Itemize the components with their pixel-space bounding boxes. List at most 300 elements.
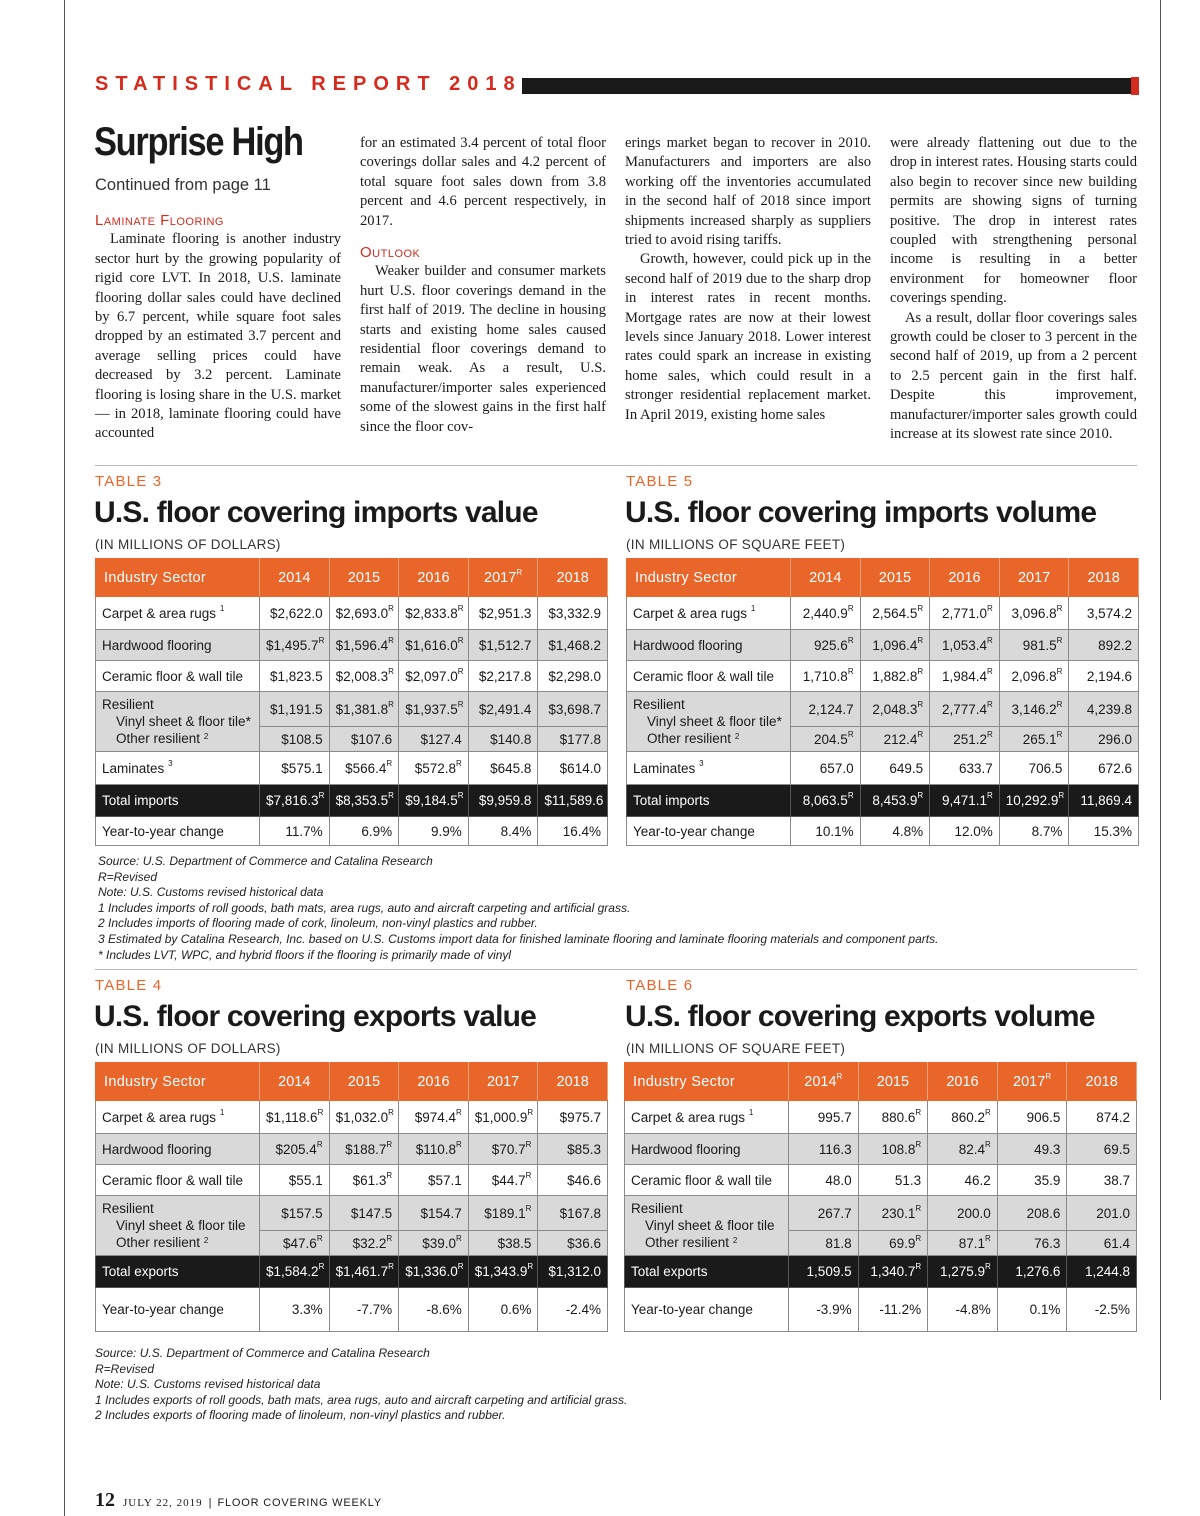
- column-header-year: [468, 559, 538, 597]
- column-header-sector: Industry Sector: [96, 1063, 260, 1101]
- table-row-hardwood: [96, 630, 608, 661]
- table-row-carpet: [627, 597, 1139, 630]
- value-cell: [468, 752, 538, 785]
- year-label: 2016: [946, 1073, 979, 1090]
- value: 2,194.6: [1086, 668, 1132, 684]
- row-label-text: Carpet & area rugs: [102, 1109, 217, 1125]
- right-margin-rule: [1160, 0, 1161, 1400]
- superscript: R: [915, 1203, 922, 1213]
- value-cell: [1069, 597, 1139, 630]
- note-customs: Note: U.S. Customs revised historical data: [98, 885, 324, 900]
- value: $85.3: [567, 1141, 601, 1157]
- value-cell: [538, 1231, 608, 1256]
- superscript: R: [917, 666, 924, 676]
- value: 108.8: [881, 1141, 916, 1157]
- value: 35.9: [1034, 1172, 1061, 1188]
- superscript: R: [386, 1139, 393, 1149]
- superscript: R: [388, 791, 394, 800]
- value: $974.4: [414, 1109, 456, 1125]
- superscript: R: [316, 1139, 323, 1149]
- value: 649.5: [889, 760, 924, 776]
- year-label: 2017: [484, 569, 517, 586]
- value: 251.2: [953, 731, 987, 747]
- value-cell: [858, 1101, 928, 1134]
- row-label-text: Year-to-year change: [102, 1302, 224, 1317]
- value-cell: [329, 1165, 399, 1196]
- superscript: R: [457, 635, 464, 645]
- table-row-hardwood: [627, 630, 1139, 661]
- superscript: R: [525, 1139, 532, 1149]
- value-cell: [930, 597, 1000, 630]
- value: 76.3: [1034, 1235, 1061, 1251]
- value: $167.8: [559, 1205, 601, 1221]
- row-label: [627, 752, 791, 785]
- superscript: R: [915, 1107, 922, 1117]
- value-cell: [999, 727, 1069, 752]
- row-label-resilient: [96, 692, 260, 752]
- value-cell: [789, 1101, 859, 1134]
- row-label: [627, 817, 791, 846]
- superscript: R: [917, 729, 924, 739]
- page-footer: [95, 1489, 382, 1512]
- superscript: R: [388, 603, 394, 613]
- value-cell: [1067, 1256, 1137, 1288]
- value-cell: [858, 1165, 928, 1196]
- value: $47.6: [283, 1235, 317, 1251]
- value-cell: [999, 817, 1069, 846]
- value: 82.4: [958, 1141, 985, 1157]
- table-row-carpet: [625, 1101, 1137, 1134]
- row-label: [625, 1256, 789, 1288]
- value: $147.5: [350, 1205, 393, 1221]
- table6-title: U.S. floor covering exports volume: [625, 1000, 1095, 1033]
- value: $55.1: [288, 1172, 323, 1188]
- value-cell: [468, 727, 538, 752]
- subheading-outlook: Outlook: [360, 244, 421, 262]
- table3-title: U.S. floor covering imports value: [94, 496, 538, 529]
- year-label: 2016: [417, 1073, 450, 1090]
- note-3: 3 Estimated by Catalina Research, Inc. based on U.S. Customs import data for finished laminate flooring and laminate flooring materials and component parts.: [98, 931, 939, 946]
- header-bar: [522, 78, 1137, 94]
- column-header-year: [928, 1063, 998, 1101]
- value: 1,984.4: [941, 668, 987, 684]
- value-cell: [999, 692, 1069, 727]
- value-cell: [329, 661, 399, 692]
- row-label: [96, 1165, 260, 1196]
- article-column-1: [95, 211, 341, 444]
- header-accent: [1131, 77, 1139, 95]
- other-resilient-label: Other resilient: [116, 1235, 201, 1250]
- value: $107.6: [350, 731, 393, 747]
- value-cell: [1069, 817, 1139, 846]
- value: $1,468.2: [548, 637, 601, 653]
- row-label-text: Carpet & area rugs: [631, 1109, 746, 1125]
- value-cell: [538, 1165, 608, 1196]
- value: 981.5: [1022, 637, 1057, 653]
- value: 87.1: [958, 1235, 985, 1251]
- value-cell: [260, 1134, 330, 1165]
- paragraph: Growth, however, could pick up in the second half of 2019 due to the sharp drop in interest rates in recent months. Mortgage rates are now at their lowest levels since January 2018. Lower interest rates could spark an increase in existing home sales, which could result in a stronger residential replacement market. In April 2019, existing home sales: [625, 251, 871, 423]
- superscript: R: [456, 1139, 462, 1149]
- left-margin-rule: [64, 0, 65, 1516]
- value: $1,343.9: [474, 1264, 528, 1279]
- footer-separator: |: [208, 1497, 212, 1509]
- value: 11,869.4: [1080, 793, 1132, 808]
- superscript: R: [386, 1233, 393, 1243]
- superscript: 1: [219, 1107, 225, 1117]
- note-revised: R=Revised: [98, 869, 158, 884]
- value-cell: [928, 1288, 998, 1332]
- value-cell: [789, 1134, 859, 1165]
- row-label-resilient: [627, 692, 791, 752]
- superscript: 3: [699, 758, 704, 768]
- row-label: [96, 1288, 260, 1332]
- table-header-row: [627, 559, 1139, 597]
- superscript: R: [917, 699, 924, 709]
- value: 81.8: [825, 1235, 852, 1251]
- value-cell: [538, 661, 608, 692]
- value: $3,698.7: [548, 701, 601, 717]
- column-header-year: [260, 559, 330, 597]
- row-label-text: Carpet & area rugs: [633, 605, 748, 621]
- superscript: R: [388, 1107, 394, 1117]
- note-star: * Includes LVT, WPC, and hybrid floors if the flooring is primarily made of vinyl: [98, 947, 512, 962]
- paragraph: As a result, dollar floor coverings sales growth could be closer to 3 percent in the second half of 2019, up from a 2 percent to 2.5 percent gain in the first half. Despite this improvement, manufacturer/importer sales growth could increase at its slowest rate since 2010.: [890, 309, 1137, 443]
- value-cell: [860, 785, 930, 817]
- value-cell: [928, 1165, 998, 1196]
- value-cell: [329, 727, 399, 752]
- paragraph: Weaker builder and consumer markets hurt U.S. floor coverings demand in the first half of 2019. The decline in housing starts and existing home sales caused residential floor coverings demand to remain weak. As a result, U.S. manufacturer/importer sales experienced some of the slowest gains in the first half since the floor cov-: [360, 263, 606, 435]
- value-cell: [928, 1196, 998, 1231]
- value-cell: [999, 752, 1069, 785]
- year-label: 2017: [1013, 1073, 1046, 1090]
- value-cell: [1067, 1134, 1137, 1165]
- issue-date: JULY 22, 2019: [123, 1497, 203, 1509]
- value: 204.5: [814, 731, 848, 747]
- value-cell: [789, 1256, 859, 1288]
- value: $975.7: [559, 1109, 601, 1125]
- value: 201.0: [1096, 1205, 1130, 1221]
- value-cell: [1067, 1196, 1137, 1231]
- value: $1,032.0: [335, 1109, 389, 1125]
- value: $70.7: [491, 1141, 526, 1157]
- table4-label: TABLE 4: [95, 977, 163, 994]
- value: 706.5: [1028, 760, 1063, 776]
- value-cell: [329, 785, 399, 817]
- value-cell: [538, 1196, 608, 1231]
- divider: [95, 969, 1137, 970]
- value: $1,823.5: [270, 668, 323, 684]
- column-header-year: [399, 1063, 469, 1101]
- value: 657.0: [819, 760, 854, 776]
- paragraph: for an estimated 3.4 percent of total floor coverings dollar sales and 4.2 percent of total square foot sales down from 3.8 percent and 4.6 percent respectively, in 2017.: [360, 135, 606, 229]
- superscript: R: [525, 1203, 532, 1213]
- paragraph: erings market began to recover in 2010. Manufacturers and importers are also working off the inventories accumulated in the second half of 2018 since import shipments increased sharply as suppliers tried to avoid rising tariffs.: [625, 135, 871, 249]
- table-row-total: [627, 785, 1139, 817]
- value-cell: [999, 785, 1069, 817]
- table-row-yoy: [96, 817, 608, 846]
- value: $140.8: [490, 731, 532, 747]
- superscript: R: [457, 603, 464, 613]
- value: 16.4%: [562, 823, 601, 839]
- value-cell: [791, 661, 861, 692]
- value: 2,440.9: [802, 605, 848, 621]
- year-label: 2018: [556, 1073, 589, 1090]
- value-cell: [260, 1288, 330, 1332]
- column-header-year: [930, 559, 1000, 597]
- value-cell: [260, 752, 330, 785]
- value: $57.1: [427, 1172, 462, 1188]
- year-label: 2014: [278, 569, 311, 586]
- value-cell: [930, 727, 1000, 752]
- value: $157.5: [281, 1205, 323, 1221]
- row-label-text: Ceramic floor & wall tile: [633, 668, 775, 684]
- value-cell: [928, 1134, 998, 1165]
- value-cell: [399, 1165, 469, 1196]
- column-header-year: [999, 559, 1069, 597]
- year-label: 2017: [1017, 569, 1051, 586]
- value-cell: [329, 1134, 399, 1165]
- table6-exports-volume: [624, 1062, 1137, 1332]
- value-cell: [860, 817, 930, 846]
- value: $189.1: [484, 1205, 526, 1221]
- value: $1,191.5: [270, 701, 323, 717]
- value: $2,298.0: [548, 668, 601, 684]
- superscript: R: [987, 791, 993, 800]
- superscript: R: [847, 635, 854, 645]
- note-1: 1 Includes exports of roll goods, bath mats, area rugs, auto and aircraft carpeting and artificial grass.: [95, 1392, 628, 1407]
- table-row-ceramic: [96, 1165, 608, 1196]
- value: 267.7: [817, 1205, 852, 1221]
- other-resilient-wrap: [102, 1234, 253, 1251]
- value: $8,353.5: [335, 793, 389, 808]
- table3-imports-value: [95, 558, 608, 846]
- table4-title: U.S. floor covering exports value: [94, 1000, 537, 1033]
- column-header-year: [329, 559, 399, 597]
- table6-label: TABLE 6: [626, 977, 694, 994]
- value-cell: [329, 630, 399, 661]
- value-cell: [791, 692, 861, 727]
- superscript: R: [318, 1262, 325, 1271]
- value: $1,312.0: [548, 1264, 601, 1279]
- superscript: R: [456, 1107, 462, 1117]
- value-cell: [399, 752, 469, 785]
- value: 1,053.4: [941, 637, 987, 653]
- value-cell: [538, 1288, 608, 1332]
- value: 860.2: [951, 1109, 985, 1125]
- value: -7.7%: [356, 1302, 393, 1317]
- divider: [95, 465, 1137, 466]
- value-cell: [997, 1231, 1067, 1256]
- value-cell: [538, 1134, 608, 1165]
- table-row-total: [96, 1256, 608, 1288]
- superscript: R: [1056, 729, 1063, 739]
- superscript: R: [987, 666, 993, 676]
- superscript: R: [386, 1170, 393, 1180]
- column-header-year: [860, 559, 930, 597]
- value-cell: [1067, 1101, 1137, 1134]
- superscript: R: [847, 729, 854, 739]
- superscript: R: [915, 1139, 922, 1149]
- table-row-hardwood: [625, 1134, 1137, 1165]
- value-cell: [858, 1256, 928, 1288]
- superscript: R: [847, 603, 854, 613]
- value: 69.9: [889, 1235, 916, 1251]
- superscript: 1: [748, 1107, 754, 1117]
- value: 1,096.4: [872, 637, 918, 653]
- year-label: 2016: [948, 569, 981, 586]
- value: -4.8%: [955, 1302, 991, 1317]
- value: -11.2%: [879, 1302, 922, 1317]
- value: 3.3%: [291, 1302, 323, 1317]
- row-label: [627, 597, 791, 630]
- value: 8.7%: [1031, 823, 1063, 839]
- value-cell: [860, 727, 930, 752]
- table-row-ceramic: [96, 661, 608, 692]
- year-label: 2017: [486, 1073, 520, 1090]
- row-label-text: Total exports: [631, 1264, 708, 1279]
- row-label-text: Hardwood flooring: [102, 1141, 212, 1157]
- superscript: R: [457, 699, 464, 709]
- column-header-sector: Industry Sector: [627, 559, 791, 597]
- value: 15.3%: [1093, 823, 1132, 839]
- value-cell: [930, 752, 1000, 785]
- value: $108.5: [281, 731, 323, 747]
- value: 874.2: [1096, 1109, 1130, 1125]
- superscript: R: [847, 791, 854, 800]
- value-cell: [399, 1196, 469, 1231]
- value: 11.7%: [285, 823, 323, 839]
- value: $3,332.9: [548, 605, 601, 621]
- value: $188.7: [345, 1141, 387, 1157]
- value-cell: [260, 661, 330, 692]
- year-label: 2018: [1087, 569, 1120, 586]
- value: $2,622.0: [270, 605, 323, 621]
- value-cell: [1069, 692, 1139, 727]
- value: $1,495.7: [266, 637, 319, 653]
- section-header: STATISTICAL REPORT 2018: [95, 73, 522, 95]
- row-label-resilient: [96, 1196, 260, 1256]
- superscript: R: [987, 699, 993, 709]
- value-cell: [468, 1196, 538, 1231]
- value: 1,882.8: [872, 668, 918, 684]
- row-label: [627, 630, 791, 661]
- row-label: [625, 1134, 789, 1165]
- value-cell: [791, 597, 861, 630]
- value: 925.6: [814, 637, 848, 653]
- row-label: [96, 1256, 260, 1288]
- column-header-sector: Industry Sector: [625, 1063, 789, 1101]
- row-label: [96, 1101, 260, 1134]
- other-resilient-label: Other resilient: [647, 731, 732, 746]
- value-cell: [399, 817, 469, 846]
- value: $154.7: [420, 1205, 462, 1221]
- note-2: 2 Includes exports of flooring made of linoleum, non-vinyl plastics and rubber.: [95, 1408, 506, 1423]
- table-notes-exports: [95, 1346, 627, 1424]
- other-resilient-wrap: [631, 1234, 782, 1251]
- value-cell: [399, 1288, 469, 1332]
- table5-title: U.S. floor covering imports volume: [625, 496, 1097, 529]
- value-cell: [260, 1101, 330, 1134]
- table-row-ceramic: [627, 661, 1139, 692]
- superscript: R: [318, 635, 325, 645]
- value-cell: [1069, 752, 1139, 785]
- year-label: 2015: [878, 569, 912, 586]
- value-cell: [860, 597, 930, 630]
- value: $2,951.3: [478, 605, 532, 621]
- value-cell: [860, 661, 930, 692]
- table4-exports-value: [95, 1062, 608, 1332]
- value: 995.7: [817, 1109, 852, 1125]
- value-cell: [997, 1288, 1067, 1332]
- resilient-label: Resilient: [631, 1201, 683, 1216]
- table-row-ceramic: [625, 1165, 1137, 1196]
- column-header-year: [1069, 559, 1139, 597]
- table-row-total: [625, 1256, 1137, 1288]
- value: 1,276.6: [1015, 1264, 1061, 1279]
- value-cell: [538, 817, 608, 846]
- value-cell: [997, 1134, 1067, 1165]
- value-cell: [399, 661, 469, 692]
- value: $61.3: [352, 1172, 387, 1188]
- table-row-yoy: [96, 1288, 608, 1332]
- value-cell: [997, 1196, 1067, 1231]
- value-cell: [468, 630, 538, 661]
- value-cell: [999, 630, 1069, 661]
- value: -2.4%: [565, 1302, 601, 1317]
- value: 672.6: [1098, 760, 1132, 776]
- value-cell: [399, 1231, 469, 1256]
- superscript: 2: [203, 732, 209, 741]
- row-label-text: Ceramic floor & wall tile: [102, 668, 244, 684]
- value: -3.9%: [816, 1302, 852, 1317]
- column-header-year: [858, 1063, 928, 1101]
- superscript: R: [1056, 699, 1063, 709]
- value-cell: [930, 630, 1000, 661]
- value: 6.9%: [361, 823, 393, 839]
- paragraph: Laminate flooring is another industry sector hurt by the growing popularity of rigid core LVT. In 2018, U.S. laminate flooring dollar sales could have declined by 6.7 percent, while square foot sales dropped by an estimated 3.7 percent and average selling prices could have decreased by 3.2 percent. Laminate flooring is losing share in the U.S. market — in 2018, laminate flooring could have accounted: [95, 231, 341, 442]
- value: $2,008.3: [335, 668, 389, 684]
- value-cell: [999, 661, 1069, 692]
- value-cell: [858, 1196, 928, 1231]
- article-title: Surprise High: [94, 120, 303, 164]
- table-header-row: [625, 1063, 1137, 1101]
- value: $177.8: [559, 731, 601, 747]
- superscript: R: [456, 1233, 462, 1243]
- superscript: R: [457, 791, 464, 800]
- superscript: 2: [734, 732, 740, 741]
- article-column-3: [625, 134, 871, 425]
- year-label: 2015: [347, 569, 381, 586]
- value: 208.6: [1026, 1205, 1061, 1221]
- value: $1,584.2: [266, 1264, 319, 1279]
- value: $9,184.5: [405, 793, 458, 808]
- superscript: R: [388, 1262, 394, 1271]
- table5-imports-volume: [626, 558, 1139, 846]
- value-cell: [538, 1256, 608, 1288]
- superscript: 3: [168, 758, 173, 768]
- value: $46.6: [567, 1172, 601, 1188]
- value: 2,777.4: [941, 701, 987, 717]
- superscript: R: [525, 1170, 532, 1180]
- other-resilient-wrap: [102, 730, 253, 747]
- year-label: 2018: [1085, 1073, 1118, 1090]
- value-cell: [791, 630, 861, 661]
- value-cell: [930, 661, 1000, 692]
- row-label: [96, 630, 260, 661]
- value: $205.4: [275, 1141, 317, 1157]
- year-label: 2018: [556, 569, 589, 586]
